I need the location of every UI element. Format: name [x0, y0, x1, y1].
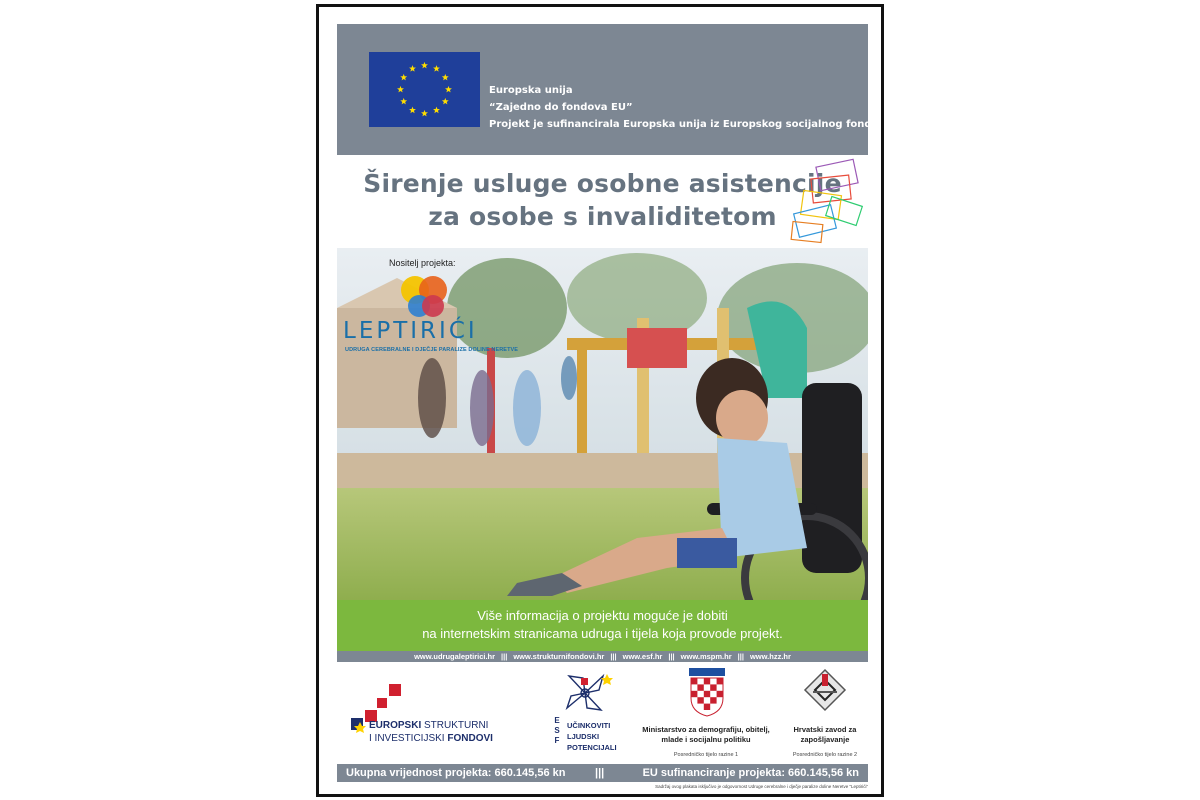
leptirici-logo-subtitle: UDRUGA CEREBRALNE I DJEČJE PARALIZE DOLINE NERETVE	[345, 347, 519, 353]
hzz-name: Hrvatski zavod za zapošljavanje	[793, 725, 857, 744]
esf-pinwheel-icon	[555, 668, 615, 718]
poster	[316, 4, 884, 797]
eu-star	[421, 62, 428, 69]
eu-star	[409, 65, 416, 72]
link-separator: |||	[668, 652, 675, 661]
eu-star	[400, 98, 407, 105]
eu-header-text	[489, 82, 878, 133]
link-strukturnifondovi[interactable]: www.strukturnifondovi.hr	[513, 652, 605, 661]
eu-star	[421, 110, 428, 117]
esi-word-fondovi: FONDOVI	[447, 733, 493, 744]
butterfly-circles-icon	[397, 272, 457, 320]
esi-word-europski: EUROPSKI	[369, 720, 422, 731]
link-separator: |||	[737, 652, 744, 661]
value-separator: |||	[595, 767, 605, 779]
link-separator: |||	[610, 652, 617, 661]
eu-cofinanced-note: Projekt je sufinancirala Europska unija iz Europskog socijalnog fonda	[489, 119, 879, 130]
leptirici-logo-text: LEPTIRIĆI	[343, 318, 478, 344]
eu-star	[433, 107, 440, 114]
esf-letter-s: S	[554, 726, 560, 735]
disclaimer-footnote: Sadržaj ovog plakata isključivo je odgovornost Udruge cerebralne i dječje paralize doline Neretve “Leptirići”	[655, 784, 868, 789]
decorative-cards-icon	[788, 157, 870, 249]
eu-star	[442, 74, 449, 81]
esf-vertical-letters	[552, 716, 562, 746]
esf-line-1: UČINKOVITI	[567, 721, 611, 730]
title-area	[337, 155, 868, 248]
eu-star	[397, 86, 404, 93]
info-line-1: Više informacija o projektu moguće je dobiti	[477, 608, 728, 623]
link-udrugaleptirici[interactable]: www.udrugaleptirici.hr	[414, 652, 496, 661]
eu-star	[400, 74, 407, 81]
esi-word-investicijski: I INVESTICIJSKI	[369, 733, 448, 744]
eu-star	[433, 65, 440, 72]
eu-cofinancing-value: EU sufinanciranje projekta: 660.145,56 kn	[642, 767, 859, 779]
esf-logo-text	[567, 720, 617, 753]
playground-photo	[337, 248, 868, 600]
intermediate-body-level-2: Posredničko tijelo razine 2	[792, 752, 858, 758]
link-mspm[interactable]: www.mspm.hr	[680, 652, 732, 661]
esf-line-2: LJUDSKI	[567, 732, 600, 741]
project-value-bar	[337, 764, 868, 782]
link-separator: |||	[501, 652, 508, 661]
title-line-2: za osobe s invaliditetom	[428, 202, 777, 231]
croatian-coat-of-arms-icon	[687, 668, 727, 718]
eu-motto: “Zajedno do fondova EU”	[489, 102, 633, 113]
esi-funds-logo-text	[369, 719, 493, 745]
eu-star	[409, 107, 416, 114]
ministry-name: Ministarstvo za demografiju, obitelj, mlade i socijalnu politiku	[642, 725, 770, 744]
esf-letter-f: F	[554, 736, 560, 745]
eu-star	[442, 98, 449, 105]
link-esf[interactable]: www.esf.hr	[622, 652, 663, 661]
total-project-value: Ukupna vrijednost projekta: 660.145,56 kn	[346, 767, 566, 779]
partner-logos	[337, 664, 868, 764]
esf-letter-e: E	[554, 716, 560, 725]
hzz-logo-icon	[803, 668, 847, 714]
nositelj-label: Nositelj projekta:	[389, 258, 456, 268]
eu-label: Europska unija	[489, 85, 573, 96]
esf-line-3: POTENCIJALI	[567, 743, 617, 752]
info-banner	[337, 600, 868, 651]
intermediate-body-level-1: Posredničko tijelo razine 1	[673, 752, 739, 758]
eu-header-band	[337, 24, 879, 155]
eu-flag-icon	[369, 52, 480, 127]
eu-star	[445, 86, 452, 93]
link-hzz[interactable]: www.hzz.hr	[749, 652, 791, 661]
links-bar	[337, 651, 868, 662]
esi-word-strukturni: STRUKTURNI	[421, 720, 489, 731]
info-line-2: na internetskim stranicama udruga i tijela koja provode projekt.	[422, 626, 783, 641]
title-line-1: Širenje usluge osobne asistencije	[363, 169, 842, 198]
